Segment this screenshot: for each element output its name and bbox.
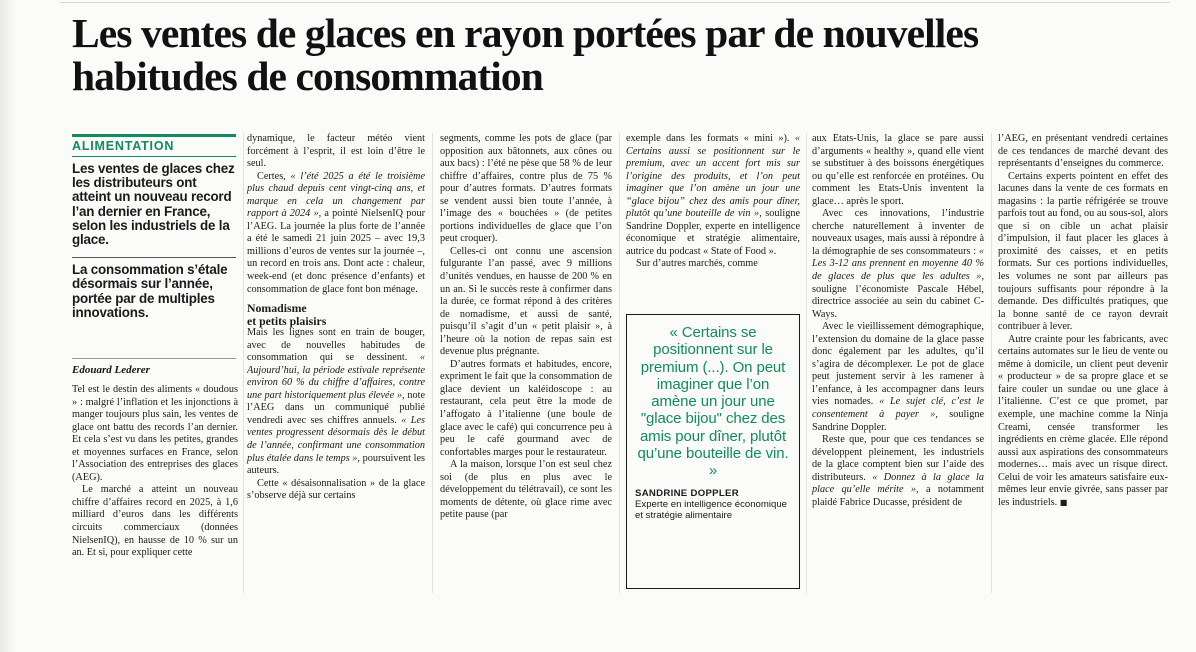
subheading	[247, 302, 425, 327]
paragraph: aux Etats-Unis, la glace se pare aussi d’arguments « healthy », quand elle vient se substituer à des boissons énergétiques ou qu’elle est renforcée en protéines. Ou comment les Etats-Unis inventent la glace… après le sport.	[812, 133, 984, 207]
body-column-6	[998, 133, 1168, 509]
column-rule	[243, 133, 244, 593]
paragraph: Avec ces innovations, l’industrie cherche naturellement à inventer de nouveaux usages, mais aussi à répondre à la démographie de ses consommateurs : « Les 3-12 ans prennent en moyenne 40 % de glaces de plus que les adultes », souligne l’économiste Pascale Hébel, directrice associée au sein du cabinet C-Ways.	[812, 208, 984, 320]
end-mark-icon: ■	[1059, 497, 1068, 507]
paragraph: Cette « désaisonnalisation » de la glace s’observe déjà sur certains	[247, 477, 425, 502]
paragraph: Certes, « l’été 2025 a été le troisième plus chaud depuis cent vingt-cinq ans, et marque en cela un changement par rapport à 2024 », a pointé NielsenIQ pour l’AEG. La journée la plus forte de l’année a été le samedi 21 juin 2025 – avec 19,3 millions d’euros de ventes sur la journée –, un record en trois ans. Dont acte : chaleur, week-end (et donc présence d’enfants) et consommation de glace font bon ménage.	[247, 170, 426, 295]
column-rule	[991, 133, 992, 593]
headline-line-2: habitudes de consommation	[72, 53, 543, 99]
pull-quote-text: « Certains se positionnent sur le premium (...). On peut imaginer que l’on amène un jour une "glace bijou" chez des amis pour dîner, plutôt qu’une bouteille de vin. »	[637, 324, 789, 480]
subheading-line-1: Nomadisme	[247, 301, 307, 316]
paragraph: Mais les lignes sont en train de bouger, avec de nouvelles habitudes de consommation qui se dessinent. « Aujourd’hui, la période estivale représente environ 60 % du chiffre d’affaires, contre une part historiquement plus élevée », note l’AEG dans un communiqué publié vendredi avec ses chiffres annuels. « Les ventes progressent désormais dès le début de l’année, confirmant une consommation plus étalée dans le temps », poursuivent les auteurs.	[247, 327, 425, 477]
paragraph: Autre crainte pour les fabricants, avec certains automates sur le lieu de vente ou même à domicile, un client peut devenir « producteur » de sa propre glace et se faire couler un sundae ou une glace à l’italienne. C’est ce que promet, par exemple, une machine comme la Ninja Creami, censée transformer les ingrédients en crème glacée. Elle répond aussi aux aspirations des consommateurs modernes… mais avec un risque direct. Celui de voir les amateurs satisfaire eux-mêmes leur envie givrée, sans passer par les industriels. ■	[998, 333, 1168, 508]
column-rule	[619, 133, 620, 593]
paragraph: D’autres formats et habitudes, encore, expriment le fait que la consommation de glace devient un kaléidoscope : au restaurant, cela peut être la mode de l’affogato à l’italienne (une boule de glace avec le café) qui concurrence peu à peu le café gourmand avec de confortables marges pour le restaurateur.	[440, 358, 612, 458]
pull-quote-name: SANDRINE DOPPLER	[635, 487, 739, 499]
paragraph: dynamique, le facteur météo vient forcément à l’esprit, il est loin d’être le seul.	[247, 133, 425, 170]
body-column-2	[247, 133, 425, 503]
section-rubric: ALIMENTATION	[72, 134, 236, 157]
paragraph: Reste que, pour que ces tendances se développent pleinement, les industriels de la glace comptent bien sur l’aide des distributeurs. « Donnez à la glace la place qu’elle mérite », a notamment plaidé Fabrice Ducasse, président de	[812, 434, 984, 508]
paragraph: Le marché a atteint un nouveau chiffre d’affaires record en 2025, à 1,6 milliard d’euros dans les différents circuits commerciaux (données NielsenIQ), en hausse de 10 % sur un an. Et si, pour expliquer cette	[72, 484, 238, 559]
quote: « Les 3-12 ans prennent en moyenne 40 % de glaces de plus que les adultes »	[812, 245, 984, 283]
paragraph: Sur d’autres marchés, comme	[636, 258, 758, 270]
body-column-5	[812, 133, 984, 509]
column-rule	[432, 133, 433, 593]
top-rule	[60, 2, 1170, 3]
paragraph: Tel est le destin des aliments « doudous » : malgré l’inflation et les injonctions à manger toujours plus sain, les ventes de glace ont battu des records l’an dernier. Et cela s’est vu dans les petites, grandes et moyennes surfaces en France, selon l’Association des entreprises des glaces (AEG).	[72, 384, 238, 483]
quote: « Les ventes progressent désormais dès le début de l’année, confirmant une consommation plus étalée dans le temps »	[247, 414, 425, 464]
quote: « Aujourd’hui, la période estivale représente environ 60 % du chiffre d’affaires, contre une part historiquement plus élevée »	[247, 352, 425, 401]
paragraph: Certains experts pointent en effet des lacunes dans la vente de ces formats en magasins : la partie réfrigérée se trouve parfois tout au fond, ou au sous-sol, alors que si on cible un achat plaisir d’impulsion, il faut placer les glaces à proximité des caisses, et en petits formats. Sur ces portions individuelles, les volumes ne sont par ailleurs pas toujours suffisants pour répondre à la demande. Des difficultés pratiques, que la bonne santé de ce rayon devrait contribuer à lever.	[998, 170, 1168, 333]
pull-quote-role: Experte en intelligence économique et stratégie alimentaire	[635, 498, 788, 521]
paragraph: Avec le vieillissement démographique, l’extension du domaine de la glace passe donc également par les adultes, qu’il s’agira de décomplexer. Le pot de glace peut justement servir à les ramener à l’enfance, à les accompagner dans leurs vies nomades. « Le sujet clé, c’est le consentement à payer », souligne Sandrine Doppler.	[812, 321, 985, 433]
paragraph: A la maison, lorsque l’on est seul chez soi (de plus en plus avec le développement du télétravail), ce sont les moments de détente, où glace rime avec petite pause (par	[440, 459, 612, 521]
column-rule	[806, 133, 807, 593]
paragraph: l’AEG, en présentant vendredi certaines de ces tendances de marché devant des représentants d’enseignes du commerce.	[998, 133, 1168, 170]
headline-line-1: Les ventes de glaces en rayon portées par de nouvelles	[72, 10, 979, 56]
author-byline: Edouard Lederer	[72, 358, 236, 376]
pull-quote-box	[626, 314, 800, 589]
article-headline	[72, 12, 1182, 98]
article-intro	[72, 134, 236, 320]
paragraph: Celles-ci ont connu une ascension fulgurante l’an passé, avec 9 millions d’unités vendues, en hausse de 200 % en un an. Si le succès reste à confirmer dans la durée, ce format répond à des critères de nomadisme, et aussi de santé, puisqu’il s’agit d’un « petit plaisir », à l’heure où la notion de repas sain est devenue plus prégnante.	[440, 245, 612, 358]
quote: « Certains aussi se positionnent sur le premium, avec un accent fort mis sur l’origine des produits, et l’on peut imaginer que l’on amène un jour une “glace bijou” chez des amis pour dîner, plutôt qu’une bouteille de vin »	[626, 133, 800, 220]
page-edge-shadow	[0, 0, 16, 652]
body-column-3	[440, 133, 612, 522]
quote: « l’été 2025 a été le troisième plus chaud depuis cent vingt-cinq ans, et marque en cela un changement par rapport à 2024 »	[247, 170, 426, 220]
body-column-1	[72, 384, 238, 560]
chapo-2: La consommation s’étale désormais sur l’année, portée par de multiples innovations.	[72, 257, 236, 320]
quote: « Donnez à la glace la place qu’elle mérite »	[812, 471, 984, 496]
subheading-line-2: et petits plaisirs	[247, 313, 327, 328]
quote: « Le sujet clé, c’est le consentement à payer »	[812, 396, 984, 421]
paragraph: exemple dans les formats « mini »). « Certains aussi se positionnent sur le premium, avec un accent fort mis sur l’origine des produits, et l’on peut imaginer que l’on amène un jour une “glace bijou” chez des amis pour dîner, plutôt qu’une bouteille de vin », souligne Sandrine Doppler, experte en intelligence économique et stratégie alimentaire, autrice du podcast « State of Food ».	[626, 133, 801, 257]
paragraph: segments, comme les pots de glace (par opposition aux bâtonnets, aux cônes ou aux bacs) : l’été ne pèse que 58 % de leur chiffre d’affaires, contre plus de 75 % pour d’autres formats. D’autres formats se vendent aussi bien toute l’année, à l’image des « bouchées » (de petites portions individuelles de glace que l’on peut croquer).	[440, 133, 612, 245]
chapo-1: Les ventes de glaces chez les distributeurs ont atteint un nouveau record l’an dernier en France, selon les industriels de la glace.	[72, 161, 235, 248]
body-column-4	[626, 133, 800, 271]
